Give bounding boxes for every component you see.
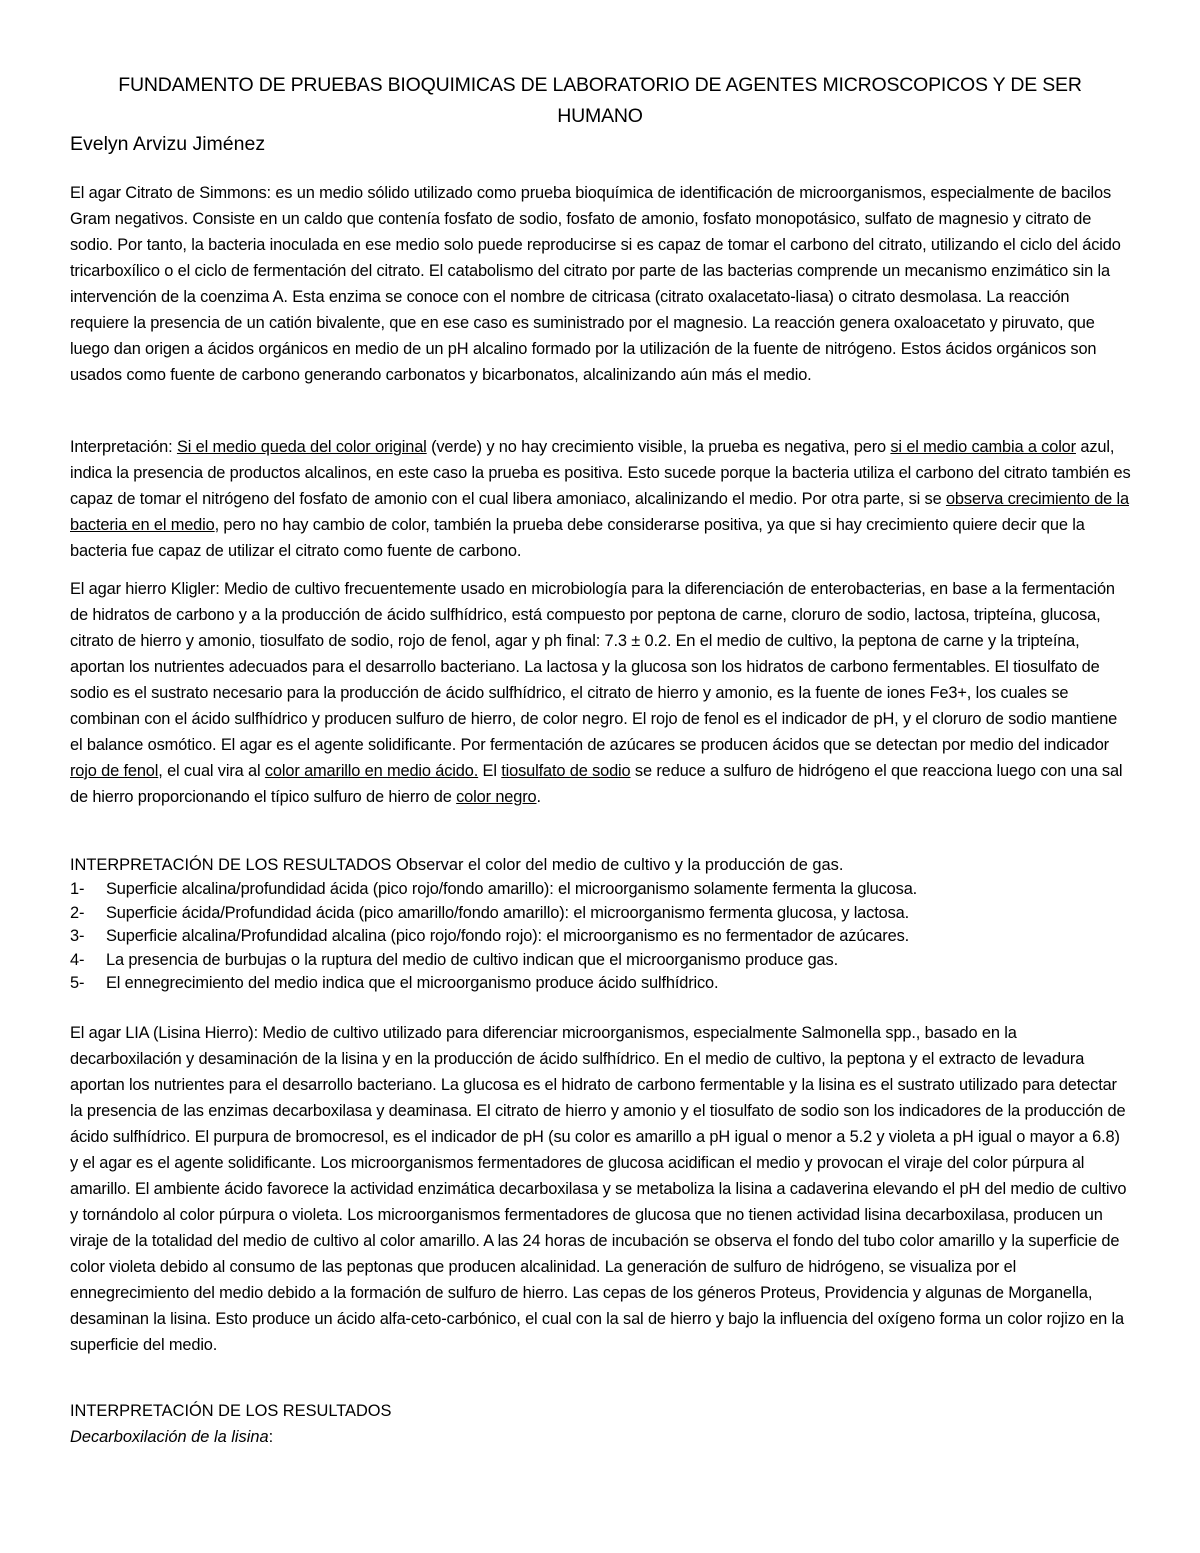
- citrato-paragraph: El agar Citrato de Simmons: es un medio sólido utilizado como prueba bioquímica de identificación de microorganismos, especialmente de bacilos Gram negativos. Consiste en un caldo que contenía fosfato de sodio, fosfato de amonio, fosfato monopotásico, sulfato de magnesio y citrato de sodio. Por tanto, la bacteria inoculada en ese medio solo puede reproducirse si es capaz de tomar el carbono del citrato, utilizando el ciclo del ácido tricarboxílico o el ciclo de fermentación del citrato. El catabolismo del citrato por parte de las bacterias comprende un mecanismo enzimático sin la intervención de la coenzima A. Esta enzima se conoce con el nombre de citricasa (citrato oxalacetato-liasa) o citrato desmolasa. La reacción requiere la presencia de un catión bivalente, que en ese caso es suministrado por el magnesio. La reacción genera oxaloacetato y piruvato, que luego dan origen a ácidos orgánicos en medio de un pH alcalino formado por la utilización de la fuente de nitrógeno. Estos ácidos orgánicos son usados como fuente de carbono generando carbonatos y bicarbonatos, alcalinizando aún más el medio.: [70, 184, 1121, 384]
- citrato-interpretation-paragraph: [70, 434, 1132, 564]
- text-run: , el cual vira al: [158, 762, 265, 780]
- underlined-text: tiosulfato de sodio: [501, 762, 631, 780]
- text-run: .: [536, 788, 541, 806]
- kligler-results-intro: INTERPRETACIÓN DE LOS RESULTADOS Observar el color del medio de cultivo y la producción de gas.: [70, 856, 844, 874]
- underlined-text: rojo de fenol: [70, 762, 159, 780]
- list-number: 4-: [70, 950, 85, 969]
- list-number: 2-: [70, 903, 85, 922]
- list-item: [70, 972, 1132, 996]
- list-number: 1-: [70, 880, 85, 898]
- document-title: FUNDAMENTO DE PRUEBAS BIOQUIMICAS DE LABORATORIO DE AGENTES MICROSCOPICOS Y DE SER HUMANO: [118, 74, 1082, 127]
- text-run: se reduce a sulfuro de hidrógeno el que reacciona luego con una sal de hierro proporcionando el típico sulfuro de hierro de: [70, 762, 1123, 806]
- list-number: 3-: [70, 927, 85, 945]
- underlined-text: color negro: [456, 788, 537, 806]
- list-item: [70, 949, 1132, 973]
- list-text: Superficie alcalina/Profundidad alcalina (pico rojo/fondo rojo): el microorganismo es no fermentador de azúcares.: [106, 927, 910, 945]
- underlined-text: si el medio cambia a color: [890, 438, 1076, 456]
- subheading-suffix: :: [268, 1428, 274, 1446]
- text-run: El: [478, 762, 502, 780]
- list-item: [70, 902, 1132, 926]
- list-text: Superficie alcalina/profundidad ácida (pico rojo/fondo amarillo): el microorganismo solamente fermenta la glucosa.: [106, 880, 918, 898]
- lia-results-heading: INTERPRETACIÓN DE LOS RESULTADOS: [70, 1402, 392, 1420]
- lia-subheading: [70, 1424, 273, 1450]
- underlined-text: color amarillo en medio ácido.: [264, 762, 479, 780]
- interpretation-label: Interpretación:: [70, 438, 177, 456]
- underlined-text: Si el medio queda del color original: [176, 438, 427, 456]
- author-name: Evelyn Arvizu Jiménez: [70, 133, 266, 155]
- text-run: El agar hierro Kligler: Medio de cultivo frecuentemente usado en microbiología para la diferenciación de enterobacterias, en base a la fermentación de hidratos de carbono y a la producción de ácido sulfhídrico, está compuesto por peptona de carne, cloruro de sodio, lactosa, tripteína, glucosa, citrato de hierro y amonio, tiosulfato de sodio, rojo de fenol, agar y ph final: 7.3 ± 0.2. En el medio de cultivo, la peptona de carne y la tripteína, aportan los nutrientes adecuados para el desarrollo bacteriano. La lactosa y la glucosa son los hidratos de carbono fermentables. El tiosulfato de sodio es el sustrato necesario para la producción de ácido sulfhídrico, el citrato de hierro y amonio, es la fuente de iones Fe3+, los cuales se combinan con el ácido sulfhídrico y producen sulfuro de hierro, de color negro. El rojo de fenol es el indicador de pH, y el cloruro de sodio mantiene el balance osmótico. El agar es el agente solidificante. Por fermentación de azúcares se producen ácidos que se detectan por medio del indicador: [70, 580, 1118, 754]
- list-number: 5-: [70, 974, 85, 992]
- text-run: , pero no hay cambio de color, también la prueba debe considerarse positiva, ya que si hay crecimiento quiere decir que la bacteria fue capaz de utilizar el citrato como fuente de carbono.: [70, 516, 1085, 560]
- text-run: azul, indica la presencia de productos alcalinos, en este caso la prueba es positiva. Esto sucede porque la bacteria utiliza el carbono del citrato también es capaz de tomar el nitrógeno del fosfato de amonio con el cual libera amoniaco, alcalinizando el medio. Por otra parte, si se: [70, 438, 1131, 508]
- list-item: [70, 878, 1132, 902]
- kligler-results-list: [70, 878, 1132, 996]
- underlined-text: observa crecimiento de la bacteria en el medio: [70, 490, 1129, 534]
- subheading-text: Decarboxilación de la lisina: [70, 1428, 269, 1446]
- kligler-paragraph: [70, 576, 1132, 810]
- list-text: El ennegrecimiento del medio indica que el microorganismo produce ácido sulfhídrico.: [106, 974, 719, 992]
- list-text: La presencia de burbujas o la ruptura del medio de cultivo indican que el microorganismo produce gas.: [106, 950, 838, 969]
- list-text: Superficie ácida/Profundidad ácida (pico amarillo/fondo amarillo): el microorganismo fermenta glucosa, y lactosa.: [106, 903, 909, 922]
- list-item: [70, 925, 1132, 949]
- text-run: (verde) y no hay crecimiento visible, la prueba es negativa, pero: [426, 438, 891, 456]
- lia-paragraph: El agar LIA (Lisina Hierro): Medio de cultivo utilizado para diferenciar microorganismos, especialmente Salmonella spp., basado en la decarboxilación y desaminación de la lisina y en la producción de ácido sulfhídrico. En el medio de cultivo, la peptona y el extracto de levadura aportan los nutrientes para el desarrollo bacteriano. La glucosa es el hidrato de carbono fermentable y la lisina es el sustrato utilizado para detectar la presencia de las enzimas decarboxilasa y deaminasa. El citrato de hierro y amonio y el tiosulfato de sodio son los indicadores de la producción de ácido sulfhídrico. El purpura de bromocresol, es el indicador de pH (su color es amarillo a pH igual o menor a 5.2 y violeta a pH igual o mayor a 6.8) y el agar es el agente solidificante. Los microorganismos fermentadores de glucosa acidifican el medio y provocan el viraje del color púrpura al amarillo. El ambiente ácido favorece la actividad enzimática decarboxilasa y se metaboliza la lisina a cadaverina elevando el pH del medio de cultivo y tornándolo al color púrpura o violeta. Los microorganismos fermentadores de glucosa que no tienen actividad lisina decarboxilasa, producen un viraje de la totalidad del medio de cultivo al color amarillo. A las 24 horas de incubación se observa el fondo del tubo color amarillo y la superficie de color violeta debido al consumo de las peptonas que producen alcalinidad. La generación de sulfuro de hidrógeno, se visualiza por el ennegrecimiento del medio debido a la formación de sulfuro de hierro. Las cepas de los géneros Proteus, Providencia y algunas de Morganella, desaminan la lisina. Esto produce un ácido alfa-ceto-carbónico, el cual con la sal de hierro y bajo la influencia del oxígeno forma un color rojizo en la superficie del medio.: [70, 1024, 1127, 1354]
